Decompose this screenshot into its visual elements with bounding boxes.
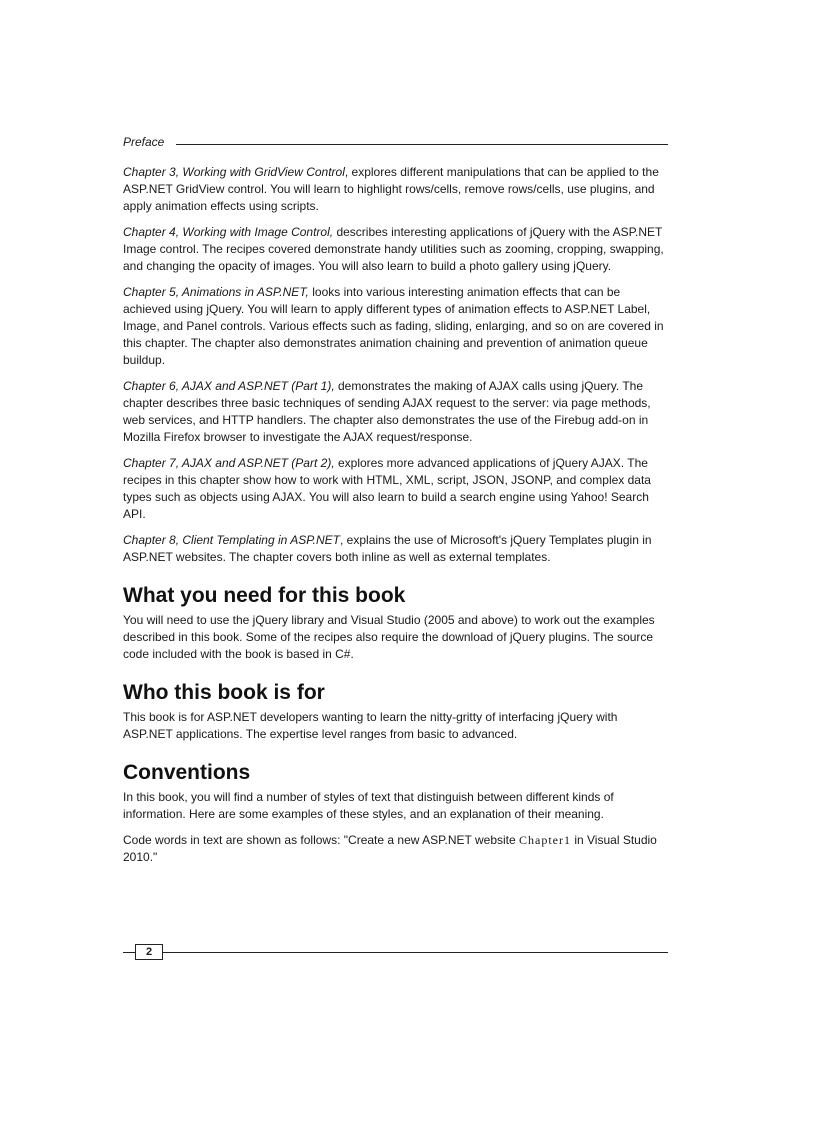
chapter-number: Chapter 5, (123, 285, 182, 299)
chapter-number: Chapter 7, (123, 456, 182, 470)
chapter-title: AJAX and ASP.NET (Part 2), (181, 456, 335, 470)
section-heading-who: Who this book is for (123, 681, 325, 704)
chapter-description: , explains the use of Microsoft's jQuery Templates plugin in ASP.NET websites. The chapter covers both inline as well as external templates. (123, 533, 652, 564)
section-paragraph-who: This book is for ASP.NET developers wanting to learn the nitty-gritty of interfacing jQuery with ASP.NET applications. The expertise level ranges from basic to advanced. (123, 710, 618, 741)
section-heading-need: What you need for this book (123, 584, 406, 607)
chapter-description: explores more advanced applications of jQuery AJAX. The recipes in this chapter show how to work with HTML, XML, script, JSON, JSONP, and complex data types such as objects using AJAX. You will also learn to build a search engine using Yahoo! Search API. (123, 456, 651, 521)
footer-rule-left (123, 952, 135, 953)
section-paragraph-need: You will need to use the jQuery library and Visual Studio (2005 and above) to work out the examples described in this book. Some of the recipes also require the download of jQuery plugins. The source code included with the book is based in C#. (123, 613, 655, 661)
section-paragraph-conventions: In this book, you will find a number of styles of text that distinguish between different kinds of information. Here are some examples of these styles, and an explanation of their meaning. (123, 790, 614, 821)
header-rule (176, 144, 668, 145)
chapter-title: AJAX and ASP.NET (Part 1), (181, 379, 335, 393)
chapter-description: looks into various interesting animation effects that can be achieved using jQuery. You will learn to apply different types of animation effects to ASP.NET Label, Image, and Panel controls. Various effects such as fading, sliding, enlarging, and so on are covered in this chapter. The chapter also demonstrates animation chaining and prevention of animation queue buildup. (123, 285, 664, 367)
chapter-description: describes interesting applications of jQuery with the ASP.NET Image control. The recipes covered demonstrate handy utilities such as zooming, cropping, swapping, and changing the opacity of images. You will also learn to build a photo gallery using jQuery. (123, 225, 664, 273)
code-example-tail: in Visual Studio 2010." (123, 833, 657, 864)
chapter-paragraph (123, 224, 668, 275)
running-header (123, 135, 668, 155)
code-word: Chapter1 (519, 833, 572, 847)
chapter-paragraph (123, 532, 668, 566)
footer-rule (163, 952, 668, 953)
chapter-title: Working with Image Control, (182, 225, 334, 239)
code-example-paragraph (123, 832, 668, 866)
chapter-paragraph (123, 164, 668, 215)
chapter-paragraph (123, 284, 668, 369)
chapter-title: Animations in ASP.NET, (181, 285, 309, 299)
page-number: 2 (135, 944, 163, 960)
section-heading-conventions: Conventions (123, 761, 251, 784)
chapter-title: Working with GridView Control (182, 165, 345, 179)
chapter-number: Chapter 3, (123, 165, 183, 179)
chapter-description: demonstrates the making of AJAX calls using jQuery. The chapter describes three basic techniques of sending AJAX request to the server: via page methods, web services, and HTTP handlers. The chapter also demonstrates the use of the Firebug add-on in Mozilla Firefox browser to investigate the AJAX request/response. (123, 379, 651, 444)
header-label: Preface (123, 135, 165, 149)
chapter-number: Chapter 8, (123, 533, 183, 547)
chapter-number: Chapter 6, (123, 379, 182, 393)
code-example-lead: Code words in text are shown as follows: "Create a new ASP.NET website (123, 833, 520, 847)
page-footer (123, 944, 668, 962)
chapter-paragraph (123, 455, 668, 523)
page-body (123, 164, 668, 875)
chapter-paragraph (123, 378, 668, 446)
chapter-description: , explores different manipulations that can be applied to the ASP.NET GridView control. You will learn to highlight rows/cells, remove rows/cells, use plugins, and apply animation effects using scripts. (123, 165, 659, 213)
chapter-number: Chapter 4, (123, 225, 183, 239)
chapter-title: Client Templating in ASP.NET (182, 533, 341, 547)
